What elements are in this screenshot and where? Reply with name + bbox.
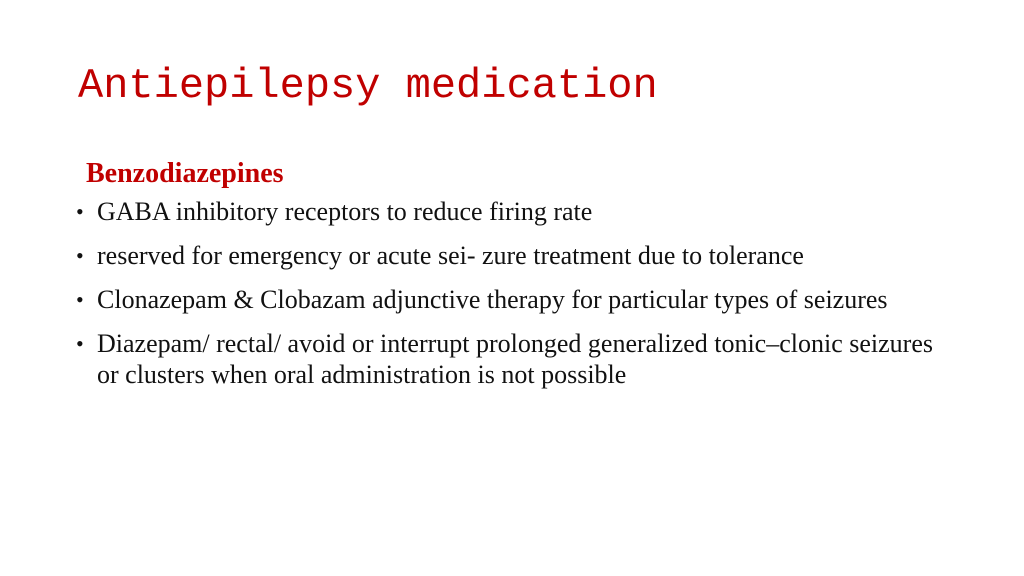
bullet-item bbox=[76, 284, 936, 315]
bullet-text: reserved for emergency or acute sei- zure treatment due to tolerance bbox=[97, 241, 804, 270]
bullet-item bbox=[76, 196, 936, 227]
bullet-icon: • bbox=[76, 287, 84, 312]
bullet-icon: • bbox=[76, 199, 84, 224]
slide-title: Antiepilepsy medication bbox=[78, 62, 658, 110]
bullet-item bbox=[76, 328, 936, 390]
bullet-item bbox=[76, 240, 936, 271]
bullet-icon: • bbox=[76, 243, 84, 268]
bullet-text: Clonazepam & Clobazam adjunctive therapy for particular types of seizures bbox=[97, 285, 888, 314]
slide-body bbox=[76, 156, 936, 403]
bullet-text: GABA inhibitory receptors to reduce firing rate bbox=[97, 197, 593, 226]
bullet-text: Diazepam/ rectal/ avoid or interrupt prolonged generalized tonic–clonic seizures or clusters when oral administration is not possible bbox=[97, 329, 933, 389]
bullet-icon: • bbox=[76, 331, 84, 356]
section-heading: Benzodiazepines bbox=[86, 158, 284, 189]
bullet-list bbox=[76, 196, 936, 390]
